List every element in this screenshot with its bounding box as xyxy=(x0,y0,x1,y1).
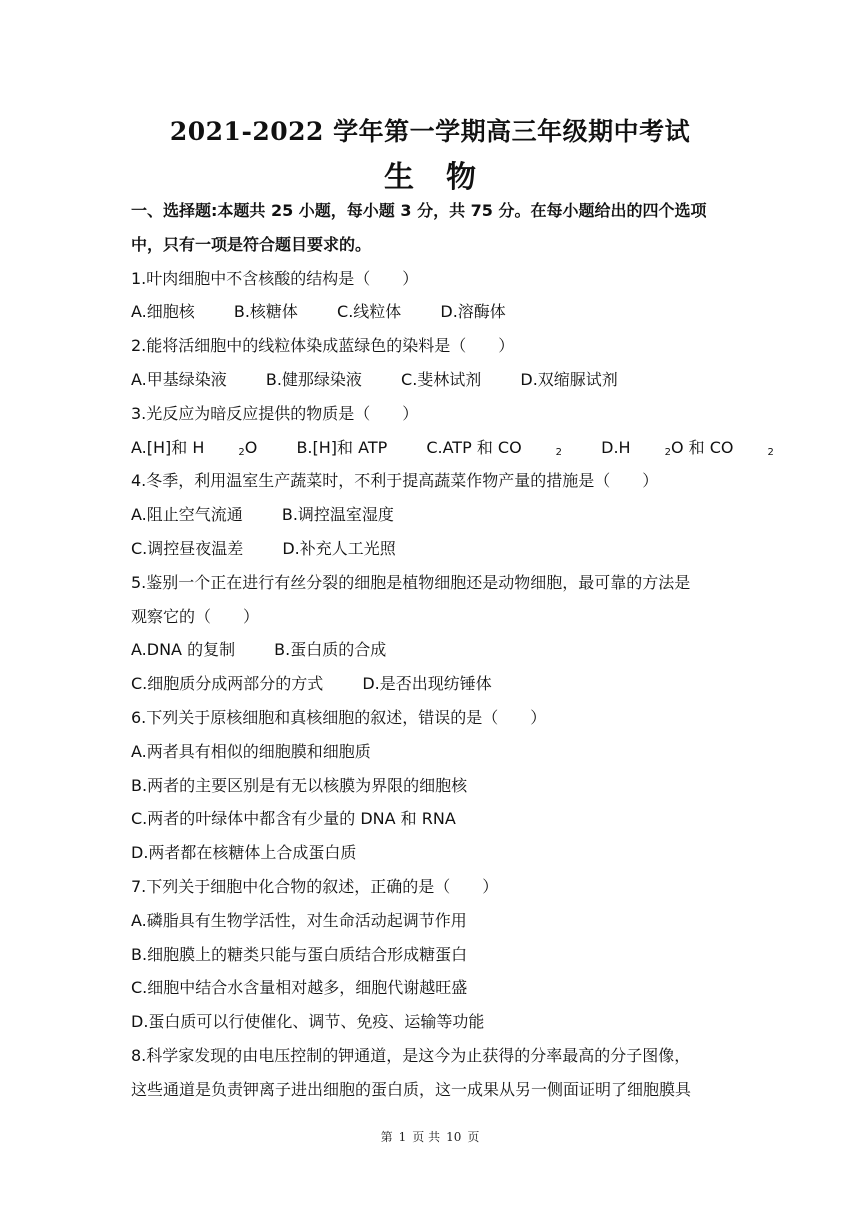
option-d: D.两者都在核糖体上合成蛋白质 xyxy=(131,843,357,863)
question-4-options-row1 xyxy=(131,498,734,532)
option-b: B.健那绿染液 xyxy=(265,369,362,389)
question-8-stem-cont: 这些通道是负责钾离子进出细胞的蛋白质，这一成果从另一侧面证明了细胞膜具 xyxy=(131,1079,692,1099)
option-b: B.核糖体 xyxy=(233,302,298,322)
option-a: A.细胞核 xyxy=(131,302,195,322)
question-2-options xyxy=(131,363,734,397)
question-4-options-row2 xyxy=(131,532,734,566)
option-d: D.H $_2$O 和 CO $_2$ xyxy=(601,437,774,458)
option-a: A.[H]和 H $_2$O xyxy=(131,437,258,458)
option-c: C.两者的叶绿体中都含有少量的 DNA 和 RNA xyxy=(131,809,456,829)
option-c: C.细胞中结合水含量相对越多，细胞代谢越旺盛 xyxy=(131,978,468,998)
option-c: C.调控昼夜温差 xyxy=(131,538,244,558)
question-5-options-row1 xyxy=(131,633,734,667)
section-heading-cont: 中，只有一项是符合题目要求的。 xyxy=(131,234,372,254)
page-footer: 第 1 页 共 10 页 xyxy=(380,1130,480,1144)
question-1-options xyxy=(131,295,734,329)
question-body xyxy=(131,194,774,1107)
subject-title xyxy=(0,152,860,196)
exam-title: 2021-2022 学年第一学期高三年级期中考试 xyxy=(169,117,691,146)
option-a: A.两者具有相似的细胞膜和细胞质 xyxy=(131,741,371,761)
option-b: B.调控温室湿度 xyxy=(281,505,394,525)
question-8-stem: 8.科学家发现的由电压控制的钾通道，是这今为止获得的分率最高的分子图像， xyxy=(131,1045,691,1065)
option-d: D.补充人工光照 xyxy=(282,538,396,558)
option-a: A.磷脂具有生物学活性，对生命活动起调节作用 xyxy=(131,910,467,930)
question-5-stem: 5.鉴别一个正在进行有丝分裂的细胞是植物细胞还是动物细胞，最可靠的方法是 xyxy=(131,572,691,592)
option-d: D.溶酶体 xyxy=(440,302,506,322)
question-5-options-row2 xyxy=(131,667,734,701)
option-a: A.甲基绿染液 xyxy=(131,369,227,389)
question-3-options xyxy=(131,431,774,465)
option-a: A.DNA 的复制 xyxy=(131,640,236,660)
question-4-stem: 4.冬季，利用温室生产蔬菜时，不利于提高蔬菜作物产量的措施是（ ） xyxy=(131,471,659,491)
question-2-stem: 2.能将活细胞中的线粒体染成蓝绿色的染料是（ ） xyxy=(131,336,515,356)
option-c: C.细胞质分成两部分的方式 xyxy=(131,674,324,694)
page-total: 10 xyxy=(446,1130,462,1144)
subject-char: 物 xyxy=(446,160,476,195)
section-heading: 一、选择题:本题共 25 小题，每小题 3 分，共 75 分。在每小题给出的四个选项 xyxy=(131,201,707,220)
option-c: C.线粒体 xyxy=(337,302,402,322)
option-b: B.[H]和 ATP xyxy=(296,437,388,457)
option-a: A.阻止空气流通 xyxy=(131,505,243,525)
option-b: B.细胞膜上的糖类只能与蛋白质结合形成糖蛋白 xyxy=(131,944,468,964)
question-5-stem-cont: 观察它的（ ） xyxy=(131,606,260,626)
option-d: D.双缩脲试剂 xyxy=(520,369,618,389)
option-c: C.斐林试剂 xyxy=(401,369,482,389)
option-d: D.蛋白质可以行使催化、调节、免疫、运输等功能 xyxy=(131,1012,485,1032)
subject-char: 生 xyxy=(384,160,414,195)
question-7-stem: 7.下列关于细胞中化合物的叙述，正确的是（ ） xyxy=(131,876,499,896)
option-b: B.蛋白质的合成 xyxy=(274,640,387,660)
option-b: B.两者的主要区别是有无以核膜为界限的细胞核 xyxy=(131,775,468,795)
page-number: 1 xyxy=(398,1130,407,1144)
question-3-stem: 3.光反应为暗反应提供的物质是（ ） xyxy=(131,403,419,423)
question-1-stem: 1.叶肉细胞中不含核酸的结构是（ ） xyxy=(131,268,419,288)
option-c: C.ATP 和 CO $_2$ xyxy=(426,437,563,458)
question-6-stem: 6.下列关于原核细胞和真核细胞的叙述，错误的是（ ） xyxy=(131,707,547,727)
option-d: D.是否出现纺锤体 xyxy=(362,674,492,694)
